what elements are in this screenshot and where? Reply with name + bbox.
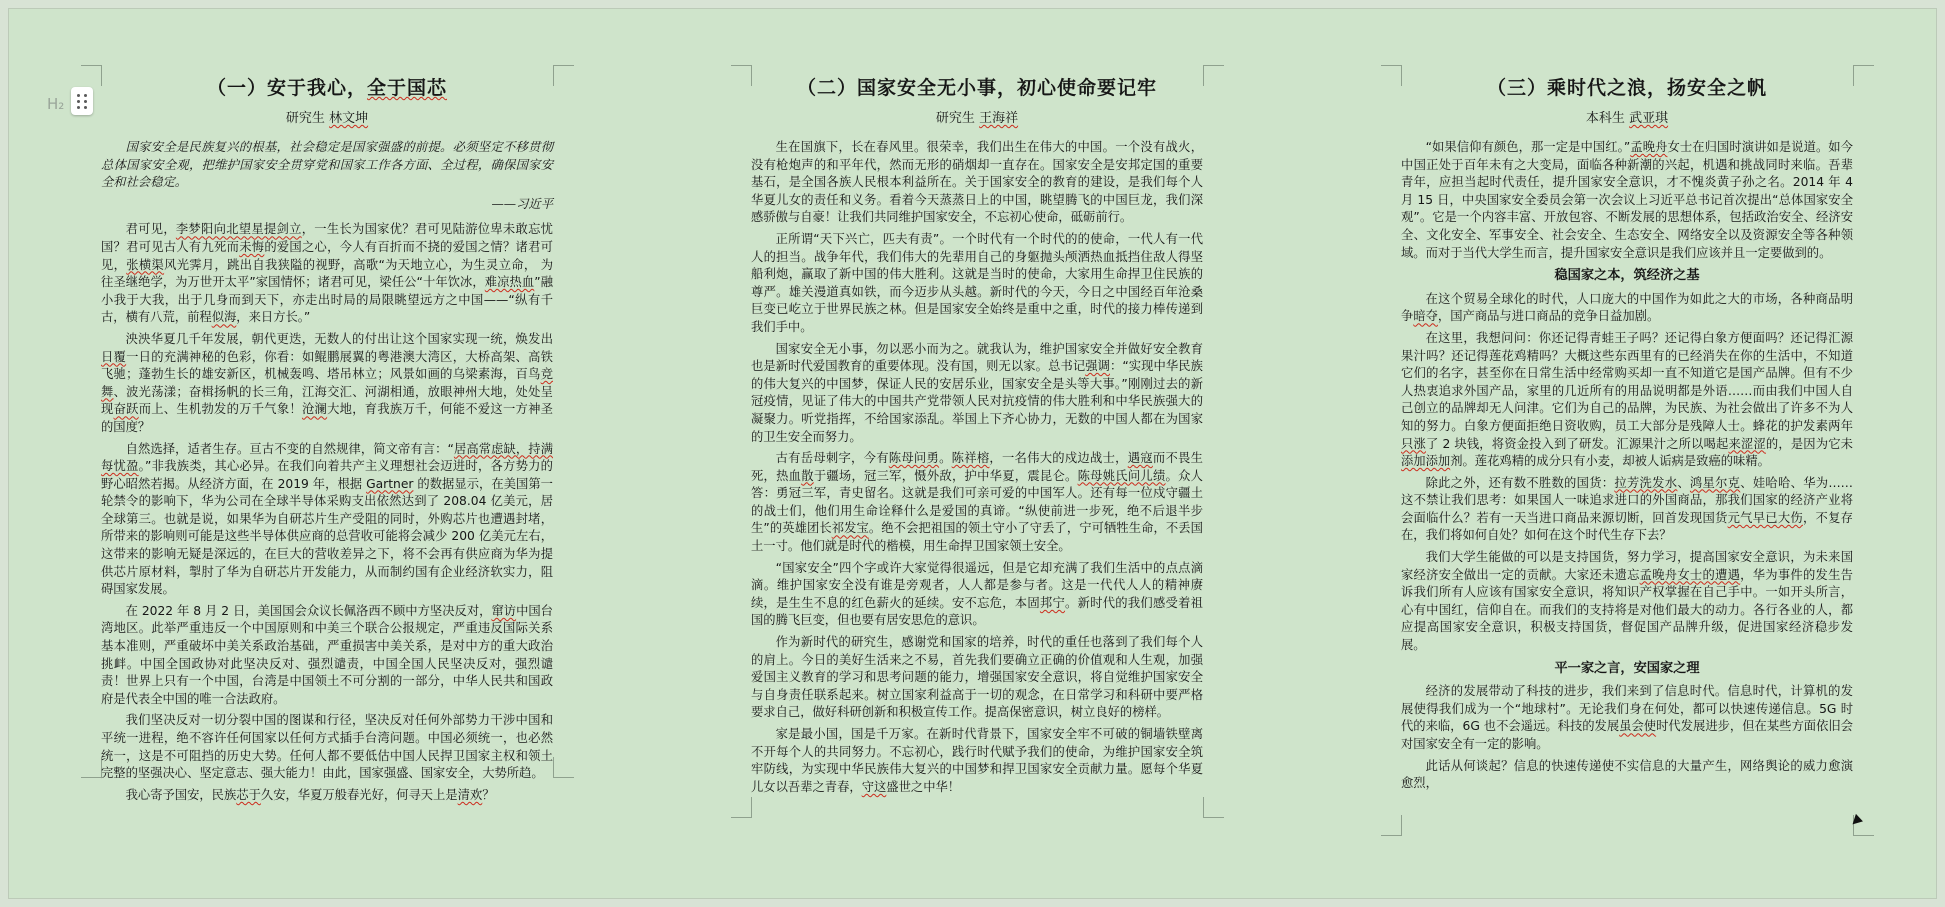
text-boundary-mark-bottom-left bbox=[81, 757, 102, 778]
page-title[interactable]: （一）安于我心，全于国芯 bbox=[206, 77, 448, 99]
text-boundary-mark-top-left bbox=[1381, 65, 1402, 86]
text-boundary-mark-top-left bbox=[81, 65, 102, 86]
paragraph[interactable]: 家是最小国，国是千万家。在新时代背景下，国家安全牢不可破的铜墙铁壁离不开每个人的共同努力。不忘初心，践行时代赋予我们的使命，为维护国家安全筑牢防线，为实现中华民族伟大复兴的中国梦和捍卫国家安全贡献力量。愿每个华夏儿女以吾辈之青春，守这盛世之中华！ bbox=[751, 727, 1203, 794]
paragraph[interactable]: 我们坚决反对一切分裂中国的图谋和行径，坚决反对任何外部势力干涉中国和平统一进程，绝不容许任何国家以任何方式插手台湾问题。中国必须统一，也必然统一，这是不可阻挡的历史大势。任何人都不要低估中国人民捍卫国家主权和领土完整的坚强决心、坚定意志、强大能力！由此，国家强盛、国家安全，大势所趋。 bbox=[101, 713, 553, 781]
spellcheck-underline: 强调 bbox=[1085, 359, 1110, 374]
spellcheck-underline: 沧澜 bbox=[301, 402, 328, 417]
paragraph[interactable]: 我心寄予国安，民族芯于久安，华夏万般春光好，何寻天上是清欢？ bbox=[125, 787, 495, 802]
subheading[interactable]: 稳国家之本，筑经济之基 bbox=[1554, 268, 1700, 284]
author-line[interactable]: 研究生 王海祥 bbox=[935, 111, 1019, 126]
paragraph[interactable]: 此话从何谈起？信息的快速传递使不实信息的大量产生，网络舆论的威力愈演愈烈， bbox=[1401, 758, 1853, 791]
spellcheck-underline: 陈母问勇 bbox=[888, 451, 940, 466]
spellcheck-underline: 武亚琪 bbox=[1629, 111, 1669, 126]
signature[interactable]: ——习近平 bbox=[491, 196, 553, 211]
spellcheck-underline: 暗夺 bbox=[1413, 309, 1438, 324]
paragraph[interactable]: 除此之外，还有数不胜数的国货：拉芳洗发水、鸿星尔克、娃哈哈、华为……这不禁让我们思考：如果国人一味追求进口的外国商品，那我们国家的经济产业将会面临什么？若有一天当进口商品来源切断，回首发现国货元气早已大伤，不复存在，我们将如何自处？如何在这个时代生存下去？ bbox=[1401, 475, 1853, 543]
spellcheck-underline: 未悔 bbox=[239, 239, 265, 254]
page-3-content[interactable] bbox=[1401, 73, 1853, 797]
spellcheck-underline: 竞舞 bbox=[101, 367, 553, 399]
spellcheck-underline: 鸿星尔克 bbox=[1689, 475, 1741, 490]
heading-level-badge[interactable]: H₂ bbox=[47, 95, 65, 113]
page-title[interactable]: （二）国家安全无小事，初心使命要记牢 bbox=[796, 77, 1157, 99]
spellcheck-underline: 只涨 bbox=[1401, 436, 1426, 451]
paragraph[interactable]: 正所谓“天下兴亡，匹夫有责”。一个时代有一个时代的的使命，一代人有一代人的担当。战争年代，我们伟大的先辈用自己的身躯抛头颅洒热血抵挡住敌人得坚船利炮，赢取了新中国的伟大胜利。这就是当时的使命，大家用生命捍卫住民族的尊严。雄关漫道真如铁，而今迈步从头越。新时代的今天，今日之中国经百年沧桑巨变已屹立于世界民族之林。但是国家安全始终是重中之重，时代的接力棒传递到我们手中。 bbox=[751, 231, 1203, 334]
paragraph[interactable]: 经济的发展带动了科技的进步，我们来到了信息时代。信息时代，计算机的发展使得我们成为一个“地球村”。无论我们身在何处，都可以快速传递信息。5G 时代的来临，6G 也不会遥远。科技的发展虽会使时代发展进步，但在某些方面依旧会对国家安全有一定的影响。 bbox=[1401, 684, 1853, 751]
epigraph[interactable]: 国家安全是民族复兴的根基，社会稳定是国家强盛的前提。必须坚定不移贯彻总体国家安全观，把维护国家安全贯穿党和国家工作各方面、全过程，确保国家安全和社会稳定。 bbox=[101, 140, 553, 190]
text-boundary-mark-top-right bbox=[1853, 65, 1874, 86]
paragraph[interactable]: 国家安全无小事，勿以恶小而为之。就我认为，维护国家安全并做好安全教育也是新时代爱国教育的重要体现。没有国，则无以家。总书记强调：“实现中华民族的伟大复兴的中国梦，保证人民的安居乐业，国家安全是头等大事。”刚刚过去的新冠疫情，见证了伟大的中国共产党带领人民对抗疫情的伟大胜利和中华民族强大的凝聚力。听党指挥，不给国家添乱。举国上下齐心协力，无数的中国人都在为国家的卫生安全而努力。 bbox=[751, 341, 1203, 444]
page-1 bbox=[29, 9, 625, 898]
spellcheck-underline: 奋跃 bbox=[113, 402, 139, 417]
spellcheck-underline: 遇寇 bbox=[1127, 451, 1153, 466]
subheading[interactable]: 平一家之言，安国家之理 bbox=[1554, 660, 1700, 676]
spellcheck-underline: 拉芳洗发水 bbox=[1614, 475, 1678, 490]
text-boundary-mark-top-right bbox=[1203, 65, 1224, 86]
spellcheck-underline: 陈母姚氏问儿绩 bbox=[1077, 468, 1166, 483]
spellcheck-underline: 散 bbox=[801, 468, 814, 483]
spellcheck-underline: 虽会使 bbox=[1619, 719, 1657, 734]
spellcheck-underline: 王海祥 bbox=[979, 111, 1019, 126]
paragraph[interactable]: “如果信仰有颜色，那一定是中国红。”孟晚舟女士在归国时演讲如是说道。如今中国正处于百年未有之大变局，面临各种新潮的兴起，机遇和挑战同时来临。吾辈青年，应担当起时代责任，提升国家安全意识，才不愧炎黄子孙之名。2014 年 4 月 15 日，中央国家安全委员会第一次会议上习近平总书记首次提出“总体国家安全观”。它是一个内容丰富、开放包容、不断发展的思想体系，包括政治安全、经济安全、文化安全、军事安全、社会安全、生态安全、网络安全以及资源安全等各种领域。而对于当代大学生而言，提升国家安全意识是我们应该并且一定要做到的。 bbox=[1401, 140, 1853, 260]
paragraph[interactable]: 我们大学生能做的可以是支持国货，努力学习，提高国家安全意识，为未来国家经济安全做出一定的贡献。大家还未遗忘孟晚舟女士的遭遇，华为事件的发生告诉我们所有人应该有国家安全意识，将知识产权掌握在自己手中。一如开头所言，心有中国红，信仰自在。而我们的支持将是对他们最大的动力。各行各业的人，都应提高国家安全意识，积极支持国货，督促国产品牌升级，促进国家经济稳步发展。 bbox=[1401, 550, 1853, 653]
spellcheck-underline: 林文坤 bbox=[329, 111, 369, 126]
text-boundary-mark-bottom-right bbox=[553, 757, 574, 778]
text-boundary-mark-bottom-right bbox=[1203, 797, 1224, 818]
spellcheck-underline: 张横渠 bbox=[126, 257, 165, 272]
spellcheck-underline: 孟晚舟女士的遭遇 bbox=[1639, 567, 1741, 582]
page-3 bbox=[1329, 9, 1925, 898]
spellcheck-underline: 难凉热血 bbox=[484, 275, 535, 290]
page-1-content[interactable] bbox=[101, 73, 553, 808]
spellcheck-underline: 清欢 bbox=[457, 787, 483, 802]
spellcheck-underline: 孟晚舟 bbox=[1630, 140, 1668, 154]
paragraph[interactable]: 自然选择，适者生存。亘古不变的自然规律，简文帝有言：“居高常虑缺，持满每忧盈。”非我族类，其心必异。在我们向着共产主义理想社会迈进时，各方势力的野心昭然若揭。从经济方面，在 2019 年，根据 Gartner 的数据显示，在美国第一轮禁令的影响下，华为公司在全球半导体采购支出依然达到了 208.04 亿美元，居全球第三。也就是说，如果华为自研芯片生产受阻的同时，外购芯片也遭遇封堵，所带来的影响则可能是这些半导体供应商的总营收可能将会减少 200 亿美元左右，这带来的影响无疑是深远的，在巨大的营收差异之下，将不会再有供应商为华为提供芯片原材料，掣肘了华为自研芯片开发能力，从而制约国有企业经济软实力，阻碍国家发展。 bbox=[101, 441, 553, 597]
paragraph[interactable]: 生在国旗下，长在春风里。很荣幸，我们出生在伟大的中国。一个没有战火，没有枪炮声的和平年代，然而无形的硝烟却一直存在。国家安全是安邦定国的重要基石，是全国各族人民根本利益所在。关于国家安全的教育的建设，是我们每个人华夏儿女的责任和义务。看着今天蒸蒸日上的中国，眺望腾飞的中国巨龙，我们深感骄傲与自豪！让我们共同维护国家安全，不忘初心使命，砥砺前行。 bbox=[751, 140, 1203, 225]
spellcheck-underline: 添加添加 bbox=[1401, 454, 1451, 469]
paragraph[interactable]: 君可见，李梦阳向北望星提剑立，一生长为国家优？君可见陆游位卑未敢忘忧国？君可见古人有九死而未悔的爱国之心，今人有百折而不挠的爱国之情？诸君可见，张横渠风光霁月，跳出自我狭隘的视野，高歌“为天地立心，为生灵立命， 为往圣继绝学，为万世开太平”家国情怀；诸君可见，梁任公“十年饮冰，难凉热血”融小我于大我，出于几身而到天下，亦走出时局的局限眺望远方之中国——“纵有千古，横有八荒，前程似海，来日方长。” bbox=[101, 222, 554, 325]
paragraph[interactable]: 泱泱华夏几千年发展，朝代更迭，无数人的付出让这个国家实现一统，焕发出日覆一日的充满神秘的色彩，你看：如鲲鹏展翼的粤港澳大湾区，大桥高架、高铁飞驰；蓬勃生长的雄安新区，机械轰鸣、塔吊林立；风景如画的乌梁素海，百鸟竞舞、波光荡漾；奋楫扬帆的长三角，江海交汇、河湖相通，放眼神州大地，处处呈现奋跃而上、生机勃发的万千气象！沧澜大地，育我族万千，何能不爱这一方神圣的国度？ bbox=[101, 331, 553, 434]
spellcheck-underline: 元气早已大伤 bbox=[1727, 510, 1803, 525]
spellcheck-underline: 芯于 bbox=[236, 787, 261, 802]
page-2 bbox=[679, 9, 1275, 898]
spellcheck-underline: 祁发宝 bbox=[831, 521, 869, 536]
author-line[interactable]: 本科生 武亚琪 bbox=[1585, 111, 1669, 126]
spellcheck-underline: 来涩涩 bbox=[1728, 436, 1766, 451]
paragraph[interactable]: 在这个贸易全球化的时代，人口庞大的中国作为如此之大的市场，各种商品明争暗夺，国产商品与进口商品的竞争日益加剧。 bbox=[1401, 291, 1853, 324]
spellcheck-underline: 似海 bbox=[211, 310, 237, 325]
spellcheck-underline: 居高常虑缺，持满每忧盈 bbox=[101, 441, 553, 474]
paragraph[interactable]: “国家安全”四个字或许大家觉得很遥远，但是它却充满了我们生活中的点点滴滴。维护国家安全没有谁是旁观者，人人都是参与者。这是一代代人人的精神赓续，是生生不息的红色薪火的延续。安不忘危，本固邦宁。新时代的我们感受着祖国的腾飞巨变，但也要有居安思危的意识。 bbox=[751, 560, 1203, 628]
text-boundary-mark-top-right bbox=[553, 65, 574, 86]
paragraph[interactable]: 作为新时代的研究生，感谢党和国家的培养，时代的重任也落到了我们每个人的肩上。今日的美好生活来之不易，首先我们要确立正确的价值观和人生观，加强爱国主义教育的学习和思考问题的能力，增强国家安全意识，将自觉维护国家安全与自身责任联系起来。树立国家利益高于一切的观念，在日常学习和科研中要严格要求自己，做好科研创新和积极宣传工作。提高保密意识，树立良好的榜样。 bbox=[751, 635, 1203, 720]
spellcheck-underline: 邦宁 bbox=[1039, 595, 1066, 610]
document-canvas bbox=[8, 8, 1937, 899]
page-title[interactable]: （三）乘时代之浪，扬安全之帆 bbox=[1486, 77, 1767, 99]
text-boundary-mark-bottom-left bbox=[1381, 815, 1402, 836]
spellcheck-underline: 守这 bbox=[861, 779, 887, 794]
spellcheck-underline: 陈祥榕 bbox=[951, 451, 990, 466]
spellcheck-underline: Gartner bbox=[366, 476, 414, 491]
author-line[interactable]: 研究生 林文坤 bbox=[285, 111, 369, 126]
text-boundary-mark-top-left bbox=[731, 65, 752, 86]
paragraph[interactable]: 古有岳母刺字，今有陈母问勇。陈祥榕，一名伟大的戍边战士，遇寇而不畏生死，热血散于疆场，冠三军，慑外敌，护中华夏，震昆仑。陈母姚氏问儿绩。众人答：勇冠三军，青史留名。这就是我们可亲可爱的中国军人。还有每一位戍守疆土的战士们，他们用生命诠释什么是爱国的真谛。“纵使前进一步死，绝不后退半步生”的英雄团长祁发宝。绝不会把祖国的领土守小了守丢了，宁可牺牲生命，不丢国土一寸。他们就是时代的楷模，用生命捍卫国家领土安全。 bbox=[751, 451, 1203, 554]
spellcheck-underline: 窜访 bbox=[491, 603, 517, 618]
spellcheck-underline: 李梦阳向北望星提剑立 bbox=[175, 222, 302, 237]
paragraph[interactable]: 在 2022 年 8 月 2 日，美国国会众议长佩洛西不顾中方坚决反对，窜访中国台湾地区。此举严重违反一个中国原则和中美三个联合公报规定，严重违反国际关系基本准则，严重破坏中美关系政治基础，严重损害中美关系，是对中方的重大政治挑衅。中国全国政协对此坚决反对、强烈谴责，中国全国人民坚决反对，强烈谴责！世界上只有一个中国，台湾是中国领土不可分割的一部分，中华人民共和国政府是代表全中国的唯一合法政府。 bbox=[101, 603, 553, 706]
paragraph[interactable]: 在这里，我想问问：你还记得青蛙王子吗？还记得白象方便面吗？还记得汇源果汁吗？还记得莲花鸡精吗？大概这些东西里有的已经消失在你的生活中，不知道它们的名字，甚至你在日常生活中经常购买却一直不知道它是国产品牌。但有不少人热衷追求外国产品，家里的几近所有的用品说明都是外语……而由我们中国人自己创立的品牌却无人问津。它们为自己的品牌，为民族、为社会做出了许多不为人知的努力。白象方便面拒绝日资收购，员工大部分是残障人士。蜂花的护发素两年只涨了 2 块钱，将资金投入到了研发。汇源果汁之所以喝起来涩涩的，是因为它未添加添加剂。莲花鸡精的成分只有小麦，却被人诟病是致癌的味精。 bbox=[1401, 330, 1853, 469]
spellcheck-underline: 日覆 bbox=[101, 349, 127, 364]
text-boundary-mark-bottom-left bbox=[731, 797, 752, 818]
page-2-content[interactable] bbox=[751, 73, 1203, 800]
spellcheck-underline: 全于国芯 bbox=[367, 77, 448, 99]
